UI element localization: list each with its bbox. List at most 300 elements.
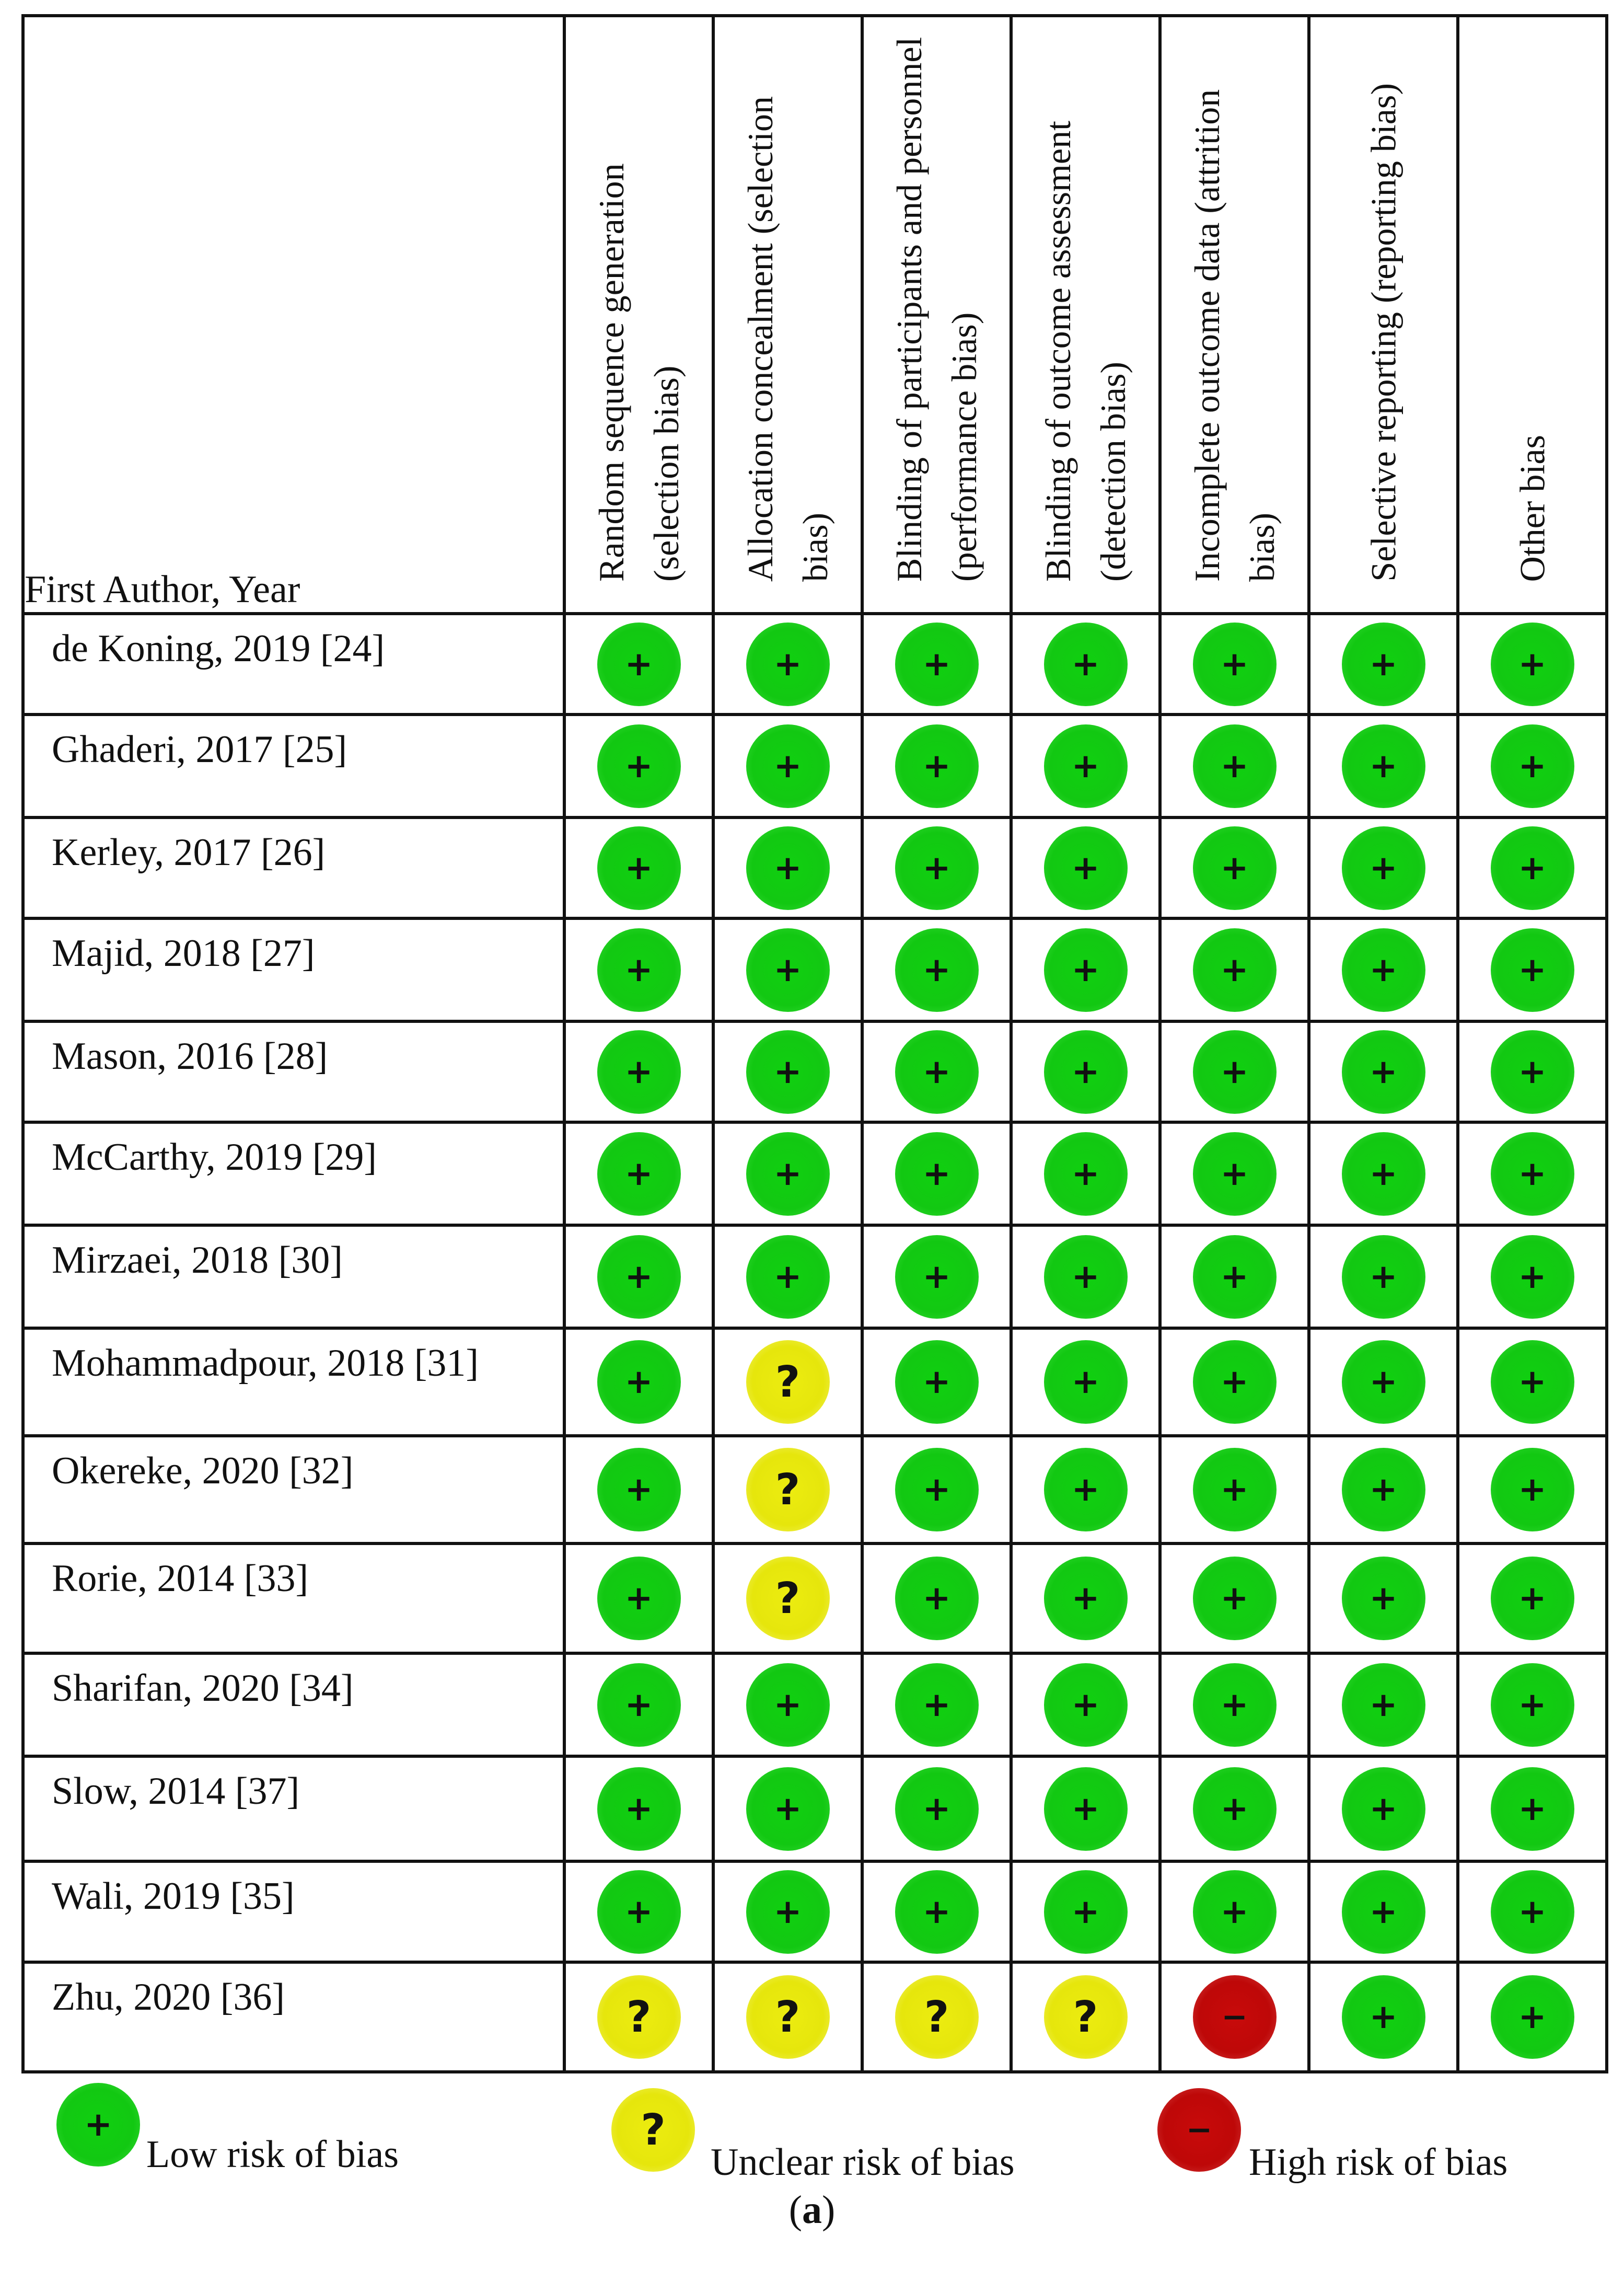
judgement-cell — [1011, 1653, 1160, 1756]
judgement-cell — [862, 1962, 1011, 2072]
plus-icon: + — [1518, 1257, 1547, 1296]
judgement-cell — [1309, 1543, 1458, 1653]
plus-icon: + — [922, 1789, 951, 1828]
table-row — [23, 1756, 1607, 1861]
plus-icon: + — [773, 1892, 802, 1931]
author-column-header: First Author, Year — [23, 16, 564, 614]
plus-icon: + — [1071, 746, 1100, 786]
low-risk-icon — [1044, 1132, 1128, 1216]
judgement-cell — [1160, 715, 1309, 817]
judgement-cell — [564, 817, 713, 918]
study-name: Sharifan, 2020 [34] — [23, 1653, 564, 1756]
judgement-cell — [713, 817, 862, 918]
low-risk-icon — [1193, 1448, 1277, 1531]
judgement-cell — [564, 1328, 713, 1436]
plus-icon: + — [1071, 1363, 1100, 1401]
risk-of-bias-table — [21, 14, 1608, 2073]
low-risk-icon — [1193, 1132, 1277, 1216]
low-risk-icon — [746, 724, 830, 808]
judgement-cell — [1458, 1225, 1607, 1328]
plus-icon: + — [922, 1685, 951, 1724]
low-risk-icon — [1342, 1975, 1425, 2059]
caption-open: ( — [788, 2188, 802, 2232]
plus-icon: + — [773, 1052, 802, 1091]
low-risk-icon — [597, 1870, 681, 1954]
judgement-cell — [1011, 1225, 1160, 1328]
question-icon: ? — [641, 2105, 666, 2155]
judgement-cell — [1160, 1328, 1309, 1436]
unclear-risk-icon — [611, 2088, 695, 2172]
judgement-cell — [1160, 1436, 1309, 1543]
low-risk-icon — [1044, 724, 1128, 808]
low-risk-icon — [746, 1030, 830, 1114]
plus-icon: + — [624, 1470, 653, 1509]
low-risk-icon — [1491, 1975, 1574, 2059]
unclear-risk-icon — [1044, 1975, 1128, 2059]
plus-icon: + — [1220, 746, 1249, 786]
low-risk-icon — [1342, 1663, 1425, 1747]
low-risk-icon — [895, 1767, 979, 1851]
study-name: Mason, 2016 [28] — [23, 1021, 564, 1122]
low-risk-icon — [746, 623, 830, 706]
question-icon: ? — [775, 1992, 801, 2042]
judgement-cell — [1160, 1861, 1309, 1962]
judgement-cell — [1458, 614, 1607, 715]
plus-icon: + — [1071, 1470, 1100, 1509]
domain-label: Allocation concealment (selection bias) — [740, 96, 835, 582]
judgement-cell — [713, 1543, 862, 1653]
judgement-cell — [1011, 1021, 1160, 1122]
high-risk-icon — [1157, 2088, 1241, 2172]
low-risk-icon — [1193, 623, 1277, 706]
judgement-cell — [1160, 918, 1309, 1021]
judgement-cell — [1309, 1328, 1458, 1436]
low-risk-icon — [746, 1870, 830, 1954]
plus-icon: + — [1369, 1363, 1398, 1401]
study-name: Rorie, 2014 [33] — [23, 1543, 564, 1653]
study-name: Mohammadpour, 2018 [31] — [23, 1328, 564, 1436]
judgement-cell — [564, 715, 713, 817]
plus-icon: + — [922, 1470, 951, 1509]
study-name: McCarthy, 2019 [29] — [23, 1122, 564, 1225]
judgement-cell — [564, 1436, 713, 1543]
low-risk-icon — [597, 1448, 681, 1531]
judgement-cell — [862, 614, 1011, 715]
judgement-cell — [1160, 1021, 1309, 1122]
high-risk-icon — [1193, 1975, 1277, 2059]
judgement-cell — [1458, 1962, 1607, 2072]
study-name: de Koning, 2019 [24] — [23, 614, 564, 715]
plus-icon: + — [773, 1257, 802, 1296]
judgement-cell — [1309, 1225, 1458, 1328]
minus-icon: − — [1221, 1999, 1248, 2035]
low-risk-icon — [1044, 1870, 1128, 1954]
domain-header — [862, 16, 1011, 614]
low-risk-icon — [1193, 928, 1277, 1012]
plus-icon: + — [1220, 1685, 1249, 1724]
table-row — [23, 715, 1607, 817]
plus-icon: + — [1071, 950, 1100, 989]
low-risk-icon — [895, 1235, 979, 1319]
low-risk-icon — [1491, 623, 1574, 706]
legend-unclear-label: Unclear risk of bias — [711, 2141, 1015, 2184]
low-risk-icon — [1342, 1448, 1425, 1531]
judgement-cell — [1160, 1653, 1309, 1756]
plus-icon: + — [1518, 1579, 1547, 1618]
plus-icon: + — [624, 1257, 653, 1296]
plus-icon: + — [1369, 1257, 1398, 1296]
judgement-cell — [1011, 1436, 1160, 1543]
low-risk-icon — [1491, 1030, 1574, 1114]
judgement-cell — [862, 1122, 1011, 1225]
judgement-cell — [564, 1653, 713, 1756]
table-row — [23, 1021, 1607, 1122]
low-risk-icon — [1193, 1557, 1277, 1640]
judgement-cell — [1458, 1122, 1607, 1225]
plus-icon: + — [922, 746, 951, 786]
plus-icon: + — [624, 950, 653, 989]
judgement-cell — [1160, 1962, 1309, 2072]
domain-label: Incomplete outcome data (attrition bias) — [1187, 89, 1282, 582]
table-row — [23, 1861, 1607, 1962]
domain-label: Blinding of outcome assessment (detection bias) — [1038, 120, 1133, 582]
table-row — [23, 1962, 1607, 2072]
plus-icon: + — [624, 1052, 653, 1091]
plus-icon: + — [922, 1052, 951, 1091]
plus-icon: + — [1518, 644, 1547, 684]
table-row — [23, 1122, 1607, 1225]
legend-high-label: High risk of bias — [1249, 2141, 1508, 2184]
judgement-cell — [713, 1962, 862, 2072]
domain-header — [1309, 16, 1458, 614]
judgement-cell — [1309, 1756, 1458, 1861]
plus-icon: + — [624, 848, 653, 888]
low-risk-icon — [56, 2083, 140, 2167]
table-row — [23, 918, 1607, 1021]
plus-icon: + — [1518, 1998, 1547, 2036]
judgement-cell — [713, 715, 862, 817]
domain-label: Other bias — [1512, 434, 1552, 582]
judgement-cell — [862, 1756, 1011, 1861]
judgement-cell — [1309, 1861, 1458, 1962]
low-risk-icon — [1491, 1557, 1574, 1640]
plus-icon: + — [624, 644, 653, 684]
plus-icon: + — [922, 1257, 951, 1296]
low-risk-icon — [1491, 1663, 1574, 1747]
header-row — [23, 16, 1607, 614]
judgement-cell — [1309, 1962, 1458, 2072]
judgement-cell — [862, 1225, 1011, 1328]
judgement-cell — [1160, 1543, 1309, 1653]
low-risk-icon — [1342, 1235, 1425, 1319]
judgement-cell — [713, 1436, 862, 1543]
plus-icon: + — [624, 1579, 653, 1618]
low-risk-icon — [895, 1870, 979, 1954]
question-icon: ? — [775, 1357, 801, 1407]
domain-header — [564, 16, 713, 614]
study-name: Zhu, 2020 [36] — [23, 1962, 564, 2072]
plus-icon: + — [1369, 1579, 1398, 1618]
judgement-cell — [862, 1436, 1011, 1543]
question-icon: ? — [626, 1992, 652, 2042]
plus-icon: + — [922, 950, 951, 989]
domain-label: Blinding of participants and personnel (performance bias) — [889, 37, 984, 582]
plus-icon: + — [1220, 1257, 1249, 1296]
plus-icon: + — [1518, 1470, 1547, 1509]
low-risk-icon — [746, 1235, 830, 1319]
unclear-risk-icon — [895, 1975, 979, 2059]
low-risk-icon — [1044, 928, 1128, 1012]
low-risk-icon — [1044, 1663, 1128, 1747]
judgement-cell — [1309, 1653, 1458, 1756]
caption-close: ) — [822, 2188, 836, 2232]
low-risk-icon — [597, 623, 681, 706]
low-risk-icon — [1342, 1767, 1425, 1851]
judgement-cell — [1309, 817, 1458, 918]
judgement-cell — [713, 1122, 862, 1225]
low-risk-icon — [746, 1767, 830, 1851]
plus-icon: + — [1071, 1052, 1100, 1091]
low-risk-icon — [1193, 1030, 1277, 1114]
low-risk-icon — [895, 928, 979, 1012]
plus-icon: + — [773, 644, 802, 684]
judgement-cell — [564, 1756, 713, 1861]
judgement-cell — [564, 1021, 713, 1122]
plus-icon: + — [624, 1685, 653, 1724]
plus-icon: + — [1071, 644, 1100, 684]
judgement-cell — [1160, 1225, 1309, 1328]
judgement-cell — [862, 1653, 1011, 1756]
judgement-cell — [1458, 817, 1607, 918]
judgement-cell — [713, 1861, 862, 1962]
low-risk-icon — [1342, 1132, 1425, 1216]
low-risk-icon — [1491, 1870, 1574, 1954]
low-risk-icon — [1044, 623, 1128, 706]
plus-icon: + — [1220, 950, 1249, 989]
low-risk-icon — [1342, 928, 1425, 1012]
judgement-cell — [713, 1653, 862, 1756]
judgement-cell — [1011, 1962, 1160, 2072]
judgement-cell — [713, 1021, 862, 1122]
plus-icon: + — [1220, 1579, 1249, 1618]
judgement-cell — [862, 1861, 1011, 1962]
judgement-cell — [862, 1328, 1011, 1436]
low-risk-icon — [1342, 1557, 1425, 1640]
plus-icon: + — [1518, 746, 1547, 786]
low-risk-icon — [895, 1340, 979, 1424]
plus-icon: + — [1220, 1470, 1249, 1509]
low-risk-icon — [1342, 724, 1425, 808]
low-risk-icon — [1491, 826, 1574, 910]
plus-icon: + — [1369, 1052, 1398, 1091]
low-risk-icon — [1193, 1767, 1277, 1851]
low-risk-icon — [895, 1448, 979, 1531]
plus-icon: + — [773, 1789, 802, 1828]
low-risk-icon — [597, 928, 681, 1012]
domain-header — [1160, 16, 1309, 614]
plus-icon: + — [1071, 1789, 1100, 1828]
plus-icon: + — [1518, 950, 1547, 989]
judgement-cell — [1309, 614, 1458, 715]
plus-icon: + — [624, 1154, 653, 1193]
judgement-cell — [862, 1021, 1011, 1122]
low-risk-icon — [895, 1663, 979, 1747]
domain-header — [1011, 16, 1160, 614]
plus-icon: + — [922, 644, 951, 684]
plus-icon: + — [1369, 1470, 1398, 1509]
low-risk-icon — [1044, 1030, 1128, 1114]
low-risk-icon — [1193, 724, 1277, 808]
low-risk-icon — [895, 826, 979, 910]
low-risk-icon — [597, 1132, 681, 1216]
low-risk-icon — [1044, 826, 1128, 910]
judgement-cell — [1011, 817, 1160, 918]
low-risk-icon — [1491, 1235, 1574, 1319]
judgement-cell — [1458, 1861, 1607, 1962]
judgement-cell — [1160, 1756, 1309, 1861]
judgement-cell — [713, 1756, 862, 1861]
judgement-cell — [1458, 1328, 1607, 1436]
low-risk-icon — [1342, 1030, 1425, 1114]
plus-icon: + — [1518, 848, 1547, 888]
low-risk-icon — [1342, 826, 1425, 910]
low-risk-icon — [895, 623, 979, 706]
caption-label: a — [802, 2188, 822, 2232]
low-risk-icon — [1491, 724, 1574, 808]
table-row — [23, 1653, 1607, 1756]
plus-icon: + — [922, 848, 951, 888]
question-icon: ? — [1073, 1992, 1098, 2042]
plus-icon: + — [1220, 1892, 1249, 1931]
low-risk-icon — [1491, 1340, 1574, 1424]
plus-icon: + — [773, 848, 802, 888]
judgement-cell — [1309, 1436, 1458, 1543]
judgement-cell — [564, 918, 713, 1021]
plus-icon: + — [624, 746, 653, 786]
study-name: Kerley, 2017 [26] — [23, 817, 564, 918]
plus-icon: + — [1071, 1257, 1100, 1296]
study-name: Wali, 2019 [35] — [23, 1861, 564, 1962]
judgement-cell — [713, 1328, 862, 1436]
judgement-cell — [564, 614, 713, 715]
plus-icon: + — [1369, 1892, 1398, 1931]
low-risk-icon — [1044, 1767, 1128, 1851]
question-icon: ? — [775, 1465, 801, 1515]
plus-icon: + — [1369, 1789, 1398, 1828]
judgement-cell — [1011, 1543, 1160, 1653]
judgement-cell — [564, 1543, 713, 1653]
unclear-risk-icon — [746, 1448, 830, 1531]
judgement-cell — [1458, 1756, 1607, 1861]
low-risk-icon — [597, 1663, 681, 1747]
plus-icon: + — [1518, 1789, 1547, 1828]
study-name: Majid, 2018 [27] — [23, 918, 564, 1021]
plus-icon: + — [1071, 848, 1100, 888]
judgement-cell — [713, 1225, 862, 1328]
plus-icon: + — [922, 1579, 951, 1618]
low-risk-icon — [597, 1340, 681, 1424]
judgement-cell — [1309, 1021, 1458, 1122]
judgement-cell — [1160, 817, 1309, 918]
judgement-cell — [564, 1225, 713, 1328]
plus-icon: + — [922, 1154, 951, 1193]
plus-icon: + — [1518, 1154, 1547, 1193]
unclear-risk-icon — [746, 1340, 830, 1424]
judgement-cell — [862, 715, 1011, 817]
low-risk-icon — [1044, 1557, 1128, 1640]
judgement-cell — [1011, 918, 1160, 1021]
low-risk-icon — [895, 1030, 979, 1114]
low-risk-icon — [1193, 1663, 1277, 1747]
plus-icon: + — [773, 950, 802, 989]
low-risk-icon — [597, 1235, 681, 1319]
plus-icon: + — [624, 1892, 653, 1931]
judgement-cell — [1458, 715, 1607, 817]
plus-icon: + — [1071, 1685, 1100, 1724]
domain-header — [713, 16, 862, 614]
low-risk-icon — [597, 826, 681, 910]
study-name: Mirzaei, 2018 [30] — [23, 1225, 564, 1328]
judgement-cell — [1011, 715, 1160, 817]
judgement-cell — [564, 1861, 713, 1962]
judgement-cell — [713, 614, 862, 715]
domain-label: Random sequence generation (selection bias) — [591, 163, 686, 582]
judgement-cell — [1458, 1021, 1607, 1122]
judgement-cell — [862, 817, 1011, 918]
plus-icon: + — [1220, 1052, 1249, 1091]
plus-icon: + — [1220, 848, 1249, 888]
low-risk-icon — [1342, 1870, 1425, 1954]
low-risk-icon — [1193, 1235, 1277, 1319]
plus-icon: + — [922, 1892, 951, 1931]
plus-icon: + — [1369, 950, 1398, 989]
judgement-cell — [862, 918, 1011, 1021]
unclear-risk-icon — [597, 1975, 681, 2059]
judgement-cell — [1011, 1756, 1160, 1861]
plus-icon: + — [1369, 848, 1398, 888]
table-row — [23, 1543, 1607, 1653]
study-name: Okereke, 2020 [32] — [23, 1436, 564, 1543]
plus-icon: + — [84, 2105, 112, 2144]
plus-icon: + — [1071, 1579, 1100, 1618]
plus-icon: + — [1369, 746, 1398, 786]
low-risk-icon — [1342, 1340, 1425, 1424]
low-risk-icon — [1491, 1448, 1574, 1531]
plus-icon: + — [1518, 1892, 1547, 1931]
plus-icon: + — [1071, 1892, 1100, 1931]
table-row — [23, 817, 1607, 918]
plus-icon: + — [1369, 644, 1398, 684]
low-risk-icon — [597, 724, 681, 808]
judgement-cell — [1458, 1543, 1607, 1653]
low-risk-icon — [1044, 1448, 1128, 1531]
question-icon: ? — [775, 1573, 801, 1623]
plus-icon: + — [1220, 644, 1249, 684]
minus-icon: − — [1186, 2112, 1213, 2148]
plus-icon: + — [1220, 1789, 1249, 1828]
judgement-cell — [862, 1543, 1011, 1653]
low-risk-icon — [746, 1132, 830, 1216]
low-risk-icon — [597, 1557, 681, 1640]
low-risk-icon — [895, 1132, 979, 1216]
unclear-risk-icon — [746, 1557, 830, 1640]
study-name: Ghaderi, 2017 [25] — [23, 715, 564, 817]
plus-icon: + — [922, 1363, 951, 1401]
domain-label: Selective reporting (reporting bias) — [1363, 83, 1403, 582]
plus-icon: + — [1369, 1998, 1398, 2036]
judgement-cell — [564, 1962, 713, 2072]
low-risk-icon — [1491, 1132, 1574, 1216]
